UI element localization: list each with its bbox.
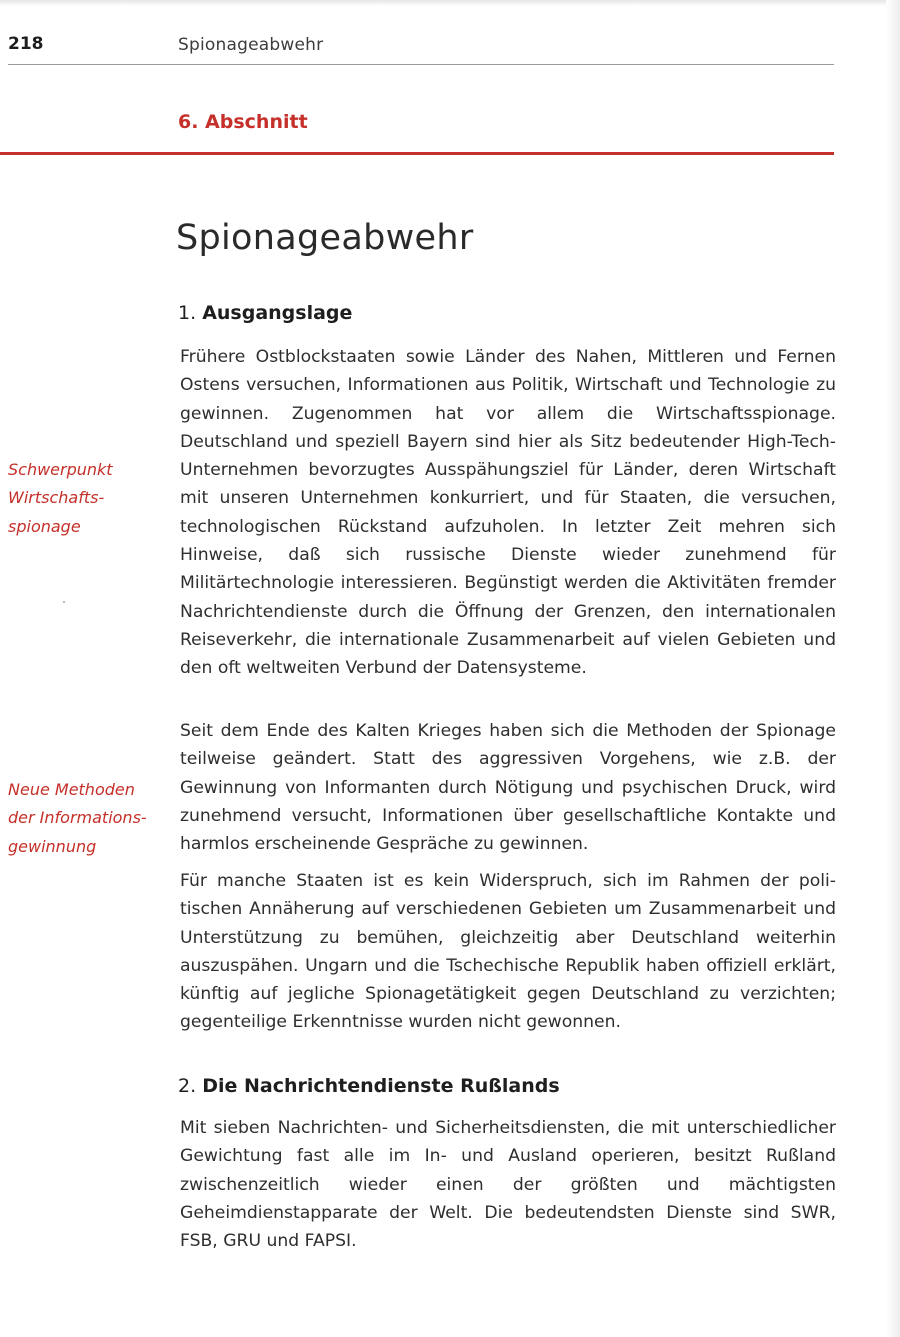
paragraph-ausgangslage-1: Frühere Ostblockstaaten sowie Länder des Nahen, Mittleren und Fernen Ostens versuchen, Informationen aus Politik, Wirtschaft und Technologie zu gewinnen. Zugenommen hat vor allem die Wirtschaftsspionage. Deutschland und speziell Bayern sind hier als Sitz bedeutender High-Tech-Unternehmen bevorzugtes Ausspähungsziel für Länder, deren Wirtschaft mit unseren Unternehmen konkurriert, und für Staaten, die versuchen, technologischen Rückstand aufzuholen. In letzter Zeit mehren sich Hinweise, daß sich russische Dienste wieder zunehmend für Militärtechnologie interessieren. Begünstigt werden die Aktivitäten fremder Nachrichtendienste durch die Öffnung der Grenzen, den internationalen Reiseverkehr, die internationale Zusammenarbeit auf vielen Gebieten und den oft weltweiten Verbund der Datensysteme. xyxy=(180,347,836,679)
section-label: 6. Abschnitt xyxy=(178,111,308,133)
margin-note-line: gewinnung xyxy=(8,836,97,856)
paragraph-nachrichtendienste-1: Mit sieben Nachrichten- und Sicherheitsdiensten, die mit unterschiedlicher Gewichtung fast alle im In- und Ausland operieren, besitzt Rußland zwischenzeitlich wieder einen der größten und mächtigsten Geheimdienstapparate der Welt. Die bedeutendsten Dienste sind SWR, FSB, GRU und FAPSI. xyxy=(180,1118,836,1252)
paragraph-ausgangslage-3: Für manche Staaten ist es kein Widerspruch, sich im Rahmen der politischen Annäherung auf verschiedenen Gebieten um Zusammenarbeit und Unterstützung zu bemühen, gleichzeitig aber Deutschland weiterhin auszuspähen. Ungarn und die Tschechische Republik haben offiziell erklärt, künftig auf jegliche Spionagetätigkeit gegen Deutschland zu verzichten; gegenteilige Erkenntnisse wurden nicht gewonnen. xyxy=(180,871,836,1033)
margin-note-line: spionage xyxy=(8,516,81,536)
running-header xyxy=(8,34,834,60)
section-number: 1. xyxy=(178,302,197,324)
margin-note-line: Neue Methoden xyxy=(8,780,135,799)
section-heading-ausgangslage xyxy=(178,302,352,324)
page-edge-top xyxy=(0,0,900,6)
section-title: Ausgangslage xyxy=(202,302,353,324)
margin-note-line: der Informations- xyxy=(8,808,147,828)
section-rule xyxy=(0,152,834,155)
page-edge-right xyxy=(886,0,900,1337)
margin-note-neue-methoden xyxy=(8,776,158,861)
header-rule xyxy=(8,64,834,65)
chapter-title: Spionageabwehr xyxy=(176,218,474,258)
section-number: 2. xyxy=(178,1075,197,1097)
margin-note-line: Schwerpunkt xyxy=(8,460,113,479)
paragraph-ausgangslage-2: Seit dem Ende des Kalten Krieges haben sich die Methoden der Spionage teilweise geändert. Statt des aggressiven Vorgehens, wie z.B. der Gewinnung von Informanten durch Nötigung und psychischen Druck, wird zunehmend versucht, Informationen über gesellschaftliche Kontakte und harmlos erscheinende Gespräche zu gewinnen. xyxy=(180,721,836,855)
scan-speck xyxy=(63,601,65,603)
margin-note-wirtschaftsspionage xyxy=(8,456,158,541)
page-number: 218 xyxy=(8,34,44,54)
margin-note-line: Wirtschafts- xyxy=(8,488,105,508)
running-title: Spionageabwehr xyxy=(178,35,324,55)
section-heading-nachrichtendienste xyxy=(178,1075,560,1097)
section-title: Die Nachrichtendienste Rußlands xyxy=(202,1075,560,1097)
